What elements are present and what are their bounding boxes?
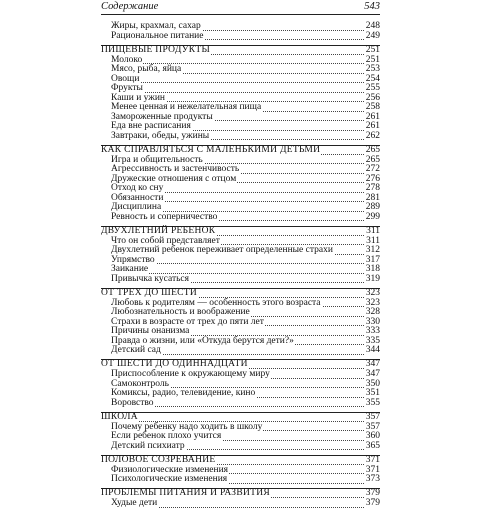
toc-entry-page: 323: [365, 297, 380, 308]
toc-entry-page: 351: [365, 388, 380, 398]
toc-entry-title: ДВУХЛЕТНИЙ РЕБЕНОК: [101, 225, 216, 236]
toc-entry-page: 347: [365, 369, 380, 379]
toc-entry-title: Дружеские отношения с отцом: [111, 173, 237, 184]
toc-entry-title: Страхи в возрасте от трех до пяти лет: [111, 316, 264, 327]
toc-entry-page: 379: [365, 498, 380, 508]
toc-entry-page: 312: [365, 245, 380, 255]
toc-entry-title: ОТ ШЕСТИ ДО ОДИННАДЦАТИ: [101, 359, 248, 369]
table-of-contents: [101, 18, 380, 509]
toc-entry-title: Если ребенок плохо учится: [111, 431, 222, 441]
header-page-number: 543: [364, 1, 380, 12]
toc-entry-title: Менее ценная и нежелательная пища: [111, 102, 262, 112]
toc-entry-page: 323: [365, 287, 380, 298]
running-header: [101, 0, 380, 15]
toc-section-heading: [101, 145, 380, 156]
toc-entry-page: 251: [365, 54, 380, 65]
toc-section-heading: [101, 412, 380, 423]
toc-entry-title: Правда о жизни, или «Откуда берутся дети?»: [111, 335, 294, 346]
toc-entry-page: 254: [365, 73, 380, 84]
toc-entry-page: 371: [365, 454, 380, 465]
toc-entry-title: Любовь к родителям — особенность этого возраста: [111, 297, 321, 308]
toc-entry-page: 299: [365, 211, 380, 222]
toc-entry-page: 272: [365, 164, 380, 174]
toc-entry-title: Упрямство: [111, 254, 155, 265]
toc-entry: [101, 32, 380, 42]
toc-entry-page: 256: [365, 92, 380, 103]
toc-entry-page: 258: [365, 102, 380, 112]
toc-entry-title: ПИЩЕВЫЕ ПРОДУКТЫ: [101, 44, 211, 55]
toc-entry-title: Психологические изменения: [111, 474, 228, 484]
toc-entry-page: 357: [365, 411, 380, 422]
toc-entry-page: 365: [365, 440, 380, 451]
toc-entry-page: 373: [365, 474, 380, 484]
dot-leader: [111, 82, 368, 83]
toc-entry-page: 347: [365, 359, 380, 369]
toc-entry-page: 335: [365, 335, 380, 346]
toc-entry-title: Любознательность и воображение: [111, 307, 250, 317]
toc-entry-title: Каши и ужин: [111, 92, 166, 103]
toc-entry-page: 330: [365, 316, 380, 327]
toc-entry-page: 350: [365, 378, 380, 389]
toc-entry-title: Самоконтроль: [111, 378, 169, 389]
toc-entry-title: Приспособление к окружающему миру: [111, 369, 270, 379]
toc-entry-page: 317: [365, 254, 380, 265]
toc-entry-title: Мясо, рыба, яйца: [111, 64, 182, 74]
toc-entry-page: 248: [365, 21, 380, 31]
toc-entry-title: Худые дети: [111, 498, 158, 508]
toc-entry-title: Рациональное питание: [111, 30, 204, 41]
toc-entry-page: 253: [365, 64, 380, 74]
toc-entry-page: 249: [365, 30, 380, 41]
toc-entry-page: 333: [365, 326, 380, 336]
toc-entry-title: ПОЛОВОЕ СОЗРЕВАНИЕ: [101, 454, 216, 465]
toc-entry: [101, 65, 380, 75]
toc-entry: [101, 132, 380, 142]
toc-section-heading: [101, 455, 380, 466]
toc-entry-title: Завтраки, обеды, ужины: [111, 130, 210, 141]
toc-entry-title: Причины онанизма: [111, 326, 190, 336]
toc-entry-title: Агрессивность и застенчивость: [111, 164, 240, 174]
toc-entry: [101, 475, 380, 485]
toc-entry-page: 261: [365, 121, 380, 131]
toc-entry-title: Жиры, крахмал, сахар: [111, 21, 201, 31]
toc-entry-page: 319: [365, 273, 380, 284]
toc-entry-page: 311: [366, 225, 380, 236]
toc-entry: [101, 213, 380, 223]
toc-section-heading: [101, 288, 380, 299]
toc-entry-page: 379: [365, 488, 380, 498]
toc-entry-title: ШКОЛА: [101, 411, 138, 422]
toc-entry-title: КАК СПРАВЛЯТЬСЯ С МАЛЕНЬКИМИ ДЕТЬМИ: [101, 144, 321, 155]
toc-entry-page: 344: [365, 345, 380, 355]
toc-entry-page: 371: [365, 464, 380, 475]
toc-entry-title: Овощи: [111, 73, 140, 84]
toc-entry-page: 276: [365, 173, 380, 184]
toc-entry-title: Обязанности: [111, 192, 164, 203]
toc-entry-title: Детский психиатр: [111, 440, 185, 451]
toc-entry-title: Молоко: [111, 54, 143, 65]
toc-entry-page: 360: [365, 431, 380, 441]
toc-section-heading: [101, 226, 380, 237]
toc-entry-title: Фрукты: [111, 83, 143, 93]
toc-entry-title: Заикание: [111, 264, 149, 274]
toc-entry-page: 255: [365, 83, 380, 93]
toc-entry-page: 251: [365, 44, 380, 55]
toc-section-heading: [101, 45, 380, 56]
toc-entry-page: 278: [365, 183, 380, 193]
toc-entry-title: Двухлетний ребенок переживает определенные страхи: [111, 245, 333, 255]
toc-entry-title: Ревность и соперничество: [111, 211, 218, 222]
toc-entry: [101, 442, 380, 452]
toc-entry: [101, 399, 380, 409]
toc-entry-page: 328: [365, 307, 380, 317]
toc-entry-page: 262: [365, 130, 380, 141]
toc-entry-page: 261: [365, 111, 380, 122]
toc-entry-page: 289: [365, 202, 380, 212]
toc-entry: [101, 499, 380, 509]
toc-entry-title: Что он собой представляет: [111, 235, 220, 246]
toc-entry-title: Привычка кусаться: [111, 273, 190, 284]
toc-entry-page: 357: [365, 421, 380, 432]
toc-entry-page: 311: [366, 235, 380, 246]
toc-entry-title: Физиологические изменения: [111, 464, 229, 475]
toc-entry-title: Дисциплина: [111, 202, 162, 212]
toc-entry-title: Замороженные продукты: [111, 111, 213, 122]
toc-entry-page: 265: [365, 154, 380, 165]
toc-entry-title: Воровство: [111, 397, 154, 408]
toc-entry-title: Почему ребенку надо ходить в школу: [111, 421, 263, 432]
toc-entry: [101, 275, 380, 285]
toc-entry-title: Еда вне расписания: [111, 121, 191, 131]
toc-entry-page: 281: [365, 192, 380, 203]
toc-entry-page: 265: [365, 144, 380, 155]
toc-entry-title: ПРОБЛЕМЫ ПИТАНИЯ И РАЗВИТИЯ: [101, 488, 271, 498]
header-title: Содержание: [101, 1, 159, 12]
toc-entry-title: Детский сад: [111, 345, 161, 355]
toc-entry: [101, 346, 380, 356]
toc-entry-title: Комиксы, радио, телевидение, кино: [111, 388, 256, 398]
toc-entry-page: 355: [365, 397, 380, 408]
toc-entry-page: 318: [365, 264, 380, 274]
toc-entry-title: Отход ко сну: [111, 183, 164, 193]
toc-entry-title: Игра и общительность: [111, 154, 203, 165]
toc-entry-title: ОТ ТРЕХ ДО ШЕСТИ: [101, 287, 198, 298]
